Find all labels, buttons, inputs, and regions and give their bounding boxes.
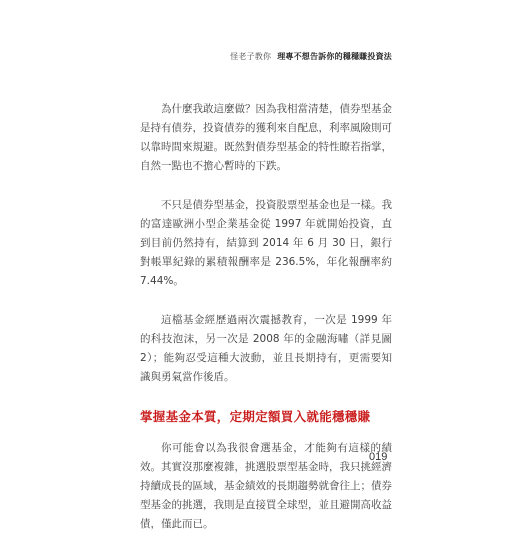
page-number: 019 bbox=[369, 451, 388, 463]
running-header bbox=[230, 51, 392, 62]
header-author: 怪老子教你 bbox=[230, 52, 272, 61]
header-series-title: 理專不想告訴你的穩穩賺投資法 bbox=[277, 52, 392, 61]
paragraph: 為什麼我敢這麼做？因為我相當清楚，債券型基金是持有債券，投資債券的獲利來自配息，利率風險則可以靠時間來規避。既然對債券型基金的特性瞭若指掌，自然一點也不擔心暫時的下跌。 bbox=[140, 103, 392, 172]
paragraph: 不只是債券型基金，投資股票型基金也是一樣。我的富達歐洲小型企業基金從 1997 年就開始投資，直到目前仍然持有，結算到 2014 年 6 月 30 日，銀行對帳單紀錄的累積報酬率是 236.5%，年化報酬率約 7.44%。 bbox=[140, 199, 392, 287]
body-text bbox=[140, 100, 392, 554]
paragraph: 你可能會以為我很會選基金，才能夠有這樣的績效。其實沒那麼複雜，挑選股票型基金時，我只挑經濟持續成長的區域，基金績效的長期趨勢就會往上；債券型基金的挑選，我則是直接買全球型，並且避開高收益債，僅此而已。 bbox=[140, 442, 392, 530]
paragraph: 這檔基金經歷過兩次震撼教育，一次是 1999 年的科技泡沫，另一次是 2008 年的金融海嘯（詳見圖 2）；能夠忍受這種大波動，並且長期持有，更需要知識與勇氣當作後盾。 bbox=[140, 314, 392, 383]
section-heading: 掌握基金本質，定期定額買入就能穩穩賺 bbox=[140, 409, 371, 424]
